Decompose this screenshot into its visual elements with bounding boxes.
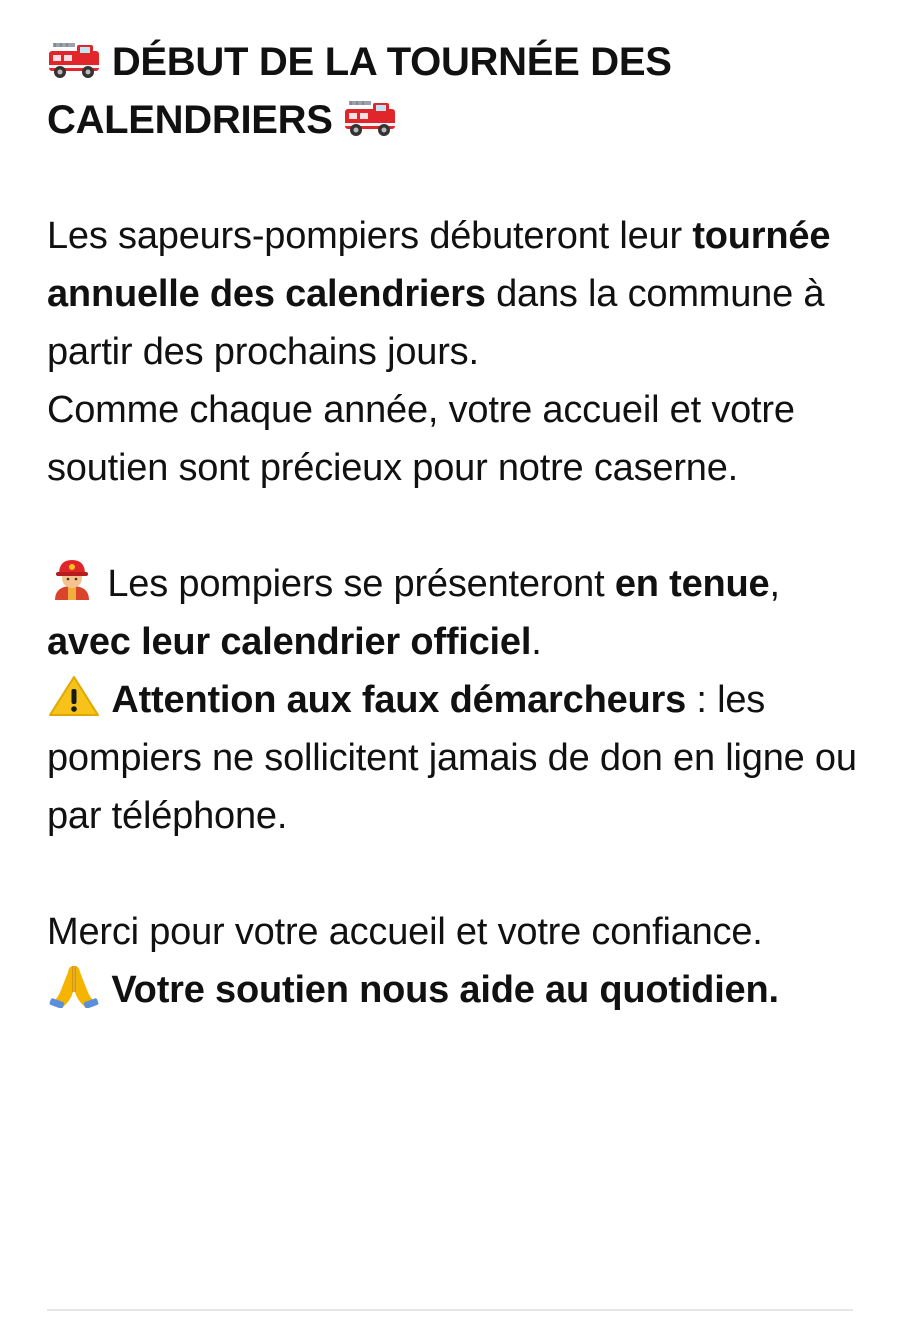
warning-icon — [47, 674, 101, 718]
warning-paragraph — [47, 671, 857, 845]
support-paragraph: Comme chaque année, votre accueil et votre soutien sont précieux pour notre caserne. — [47, 389, 795, 489]
paragraph-spacer — [47, 149, 857, 207]
warning-bold-text: Attention aux faux démarcheurs — [111, 679, 687, 721]
fire-engine-icon — [47, 39, 101, 81]
uniform-text-end: . — [531, 621, 542, 663]
closing-bold-text: Votre soutien nous aide au quotidien. — [111, 969, 779, 1011]
intro-bold-text: tournée annuelle des calendriers — [47, 215, 831, 315]
uniform-text: Les pompiers se présenteront — [97, 563, 615, 605]
thanks-paragraph: Merci pour votre accueil et votre confiance. — [47, 911, 763, 953]
folded-hands-icon — [47, 962, 101, 1008]
post-title — [47, 33, 857, 149]
intro-paragraph — [47, 207, 857, 381]
firefighter-icon — [47, 556, 97, 602]
intro-text: Les sapeurs-pompiers débuteront leur — [47, 215, 693, 257]
uniform-separator: , — [769, 563, 780, 605]
divider — [47, 1309, 853, 1311]
paragraph-spacer — [47, 845, 857, 903]
post-title-text: DÉBUT DE LA TOURNÉE DES CALENDRIERS — [47, 40, 672, 142]
intro-text-end: dans la commune à partir des prochains jours. — [47, 273, 825, 373]
uniform-bold-text: en tenue — [614, 563, 770, 605]
uniform-paragraph — [47, 555, 857, 671]
paragraph-spacer — [47, 497, 857, 555]
post-body — [47, 33, 857, 1019]
warning-text: : les pompiers ne sollicitent jamais de don en ligne ou par téléphone. — [47, 679, 857, 837]
closing-paragraph — [47, 961, 857, 1019]
uniform-bold-text-2: avec leur calendrier officiel — [47, 621, 532, 663]
fire-engine-icon — [343, 97, 397, 139]
